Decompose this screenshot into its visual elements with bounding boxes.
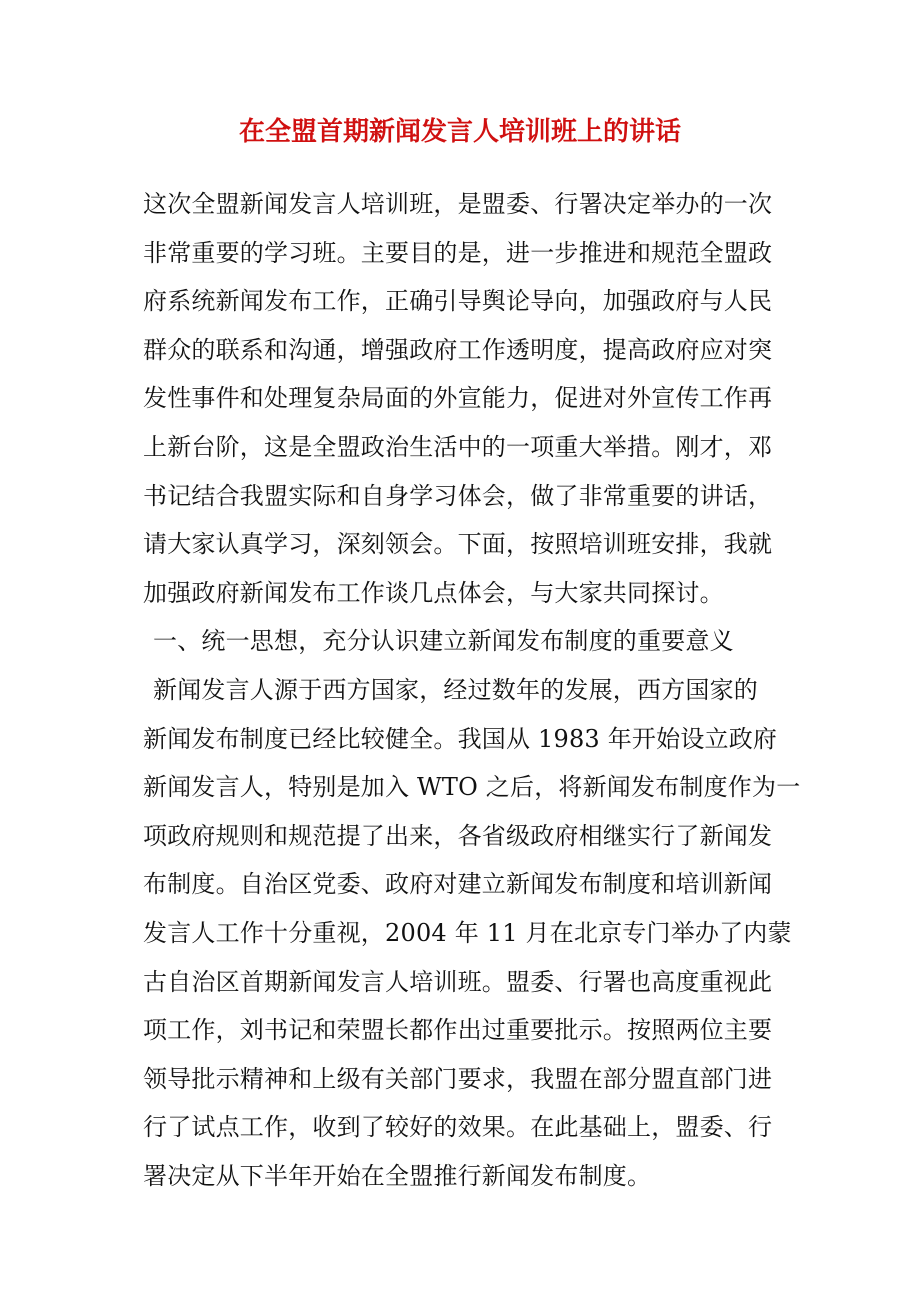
text-line: 加强政府新闻发布工作谈几点体会，与大家共同探讨。 [143,578,724,607]
text-line: 领导批示精神和上级有关部门要求，我盟在部分盟直部门进 [143,1064,773,1093]
document-title: 在全盟首期新闻发言人培训班上的讲话 [238,117,681,147]
text-line: 古自治区首期新闻发言人培训班。盟委、行署也高度重视此 [143,967,773,996]
text-line: 府系统新闻发布工作，正确引导舆论导向，加强政府与人民 [143,287,773,316]
paragraph-body [143,666,801,1201]
text-line: 发性事件和处理复杂局面的外宣能力，促进对外宣传工作再 [143,384,773,413]
text-line: 新闻发言人，特别是加入 WTO 之后，将新闻发布制度作为一 [143,773,801,802]
text-line: 请大家认真学习，深刻领会。下面，按照培训班安排，我就 [143,530,773,559]
text-line: 这次全盟新闻发言人培训班，是盟委、行署决定举办的一次 [143,190,773,218]
text-line: 发言人工作十分重视，2004 年 11 月在北京专门举办了内蒙 [143,918,792,947]
document-body [143,180,801,1200]
text-line: 书记结合我盟实际和自身学习体会，做了非常重要的讲话， [143,481,773,510]
text-line: 项政府规则和规范提了出来，各省级政府相继实行了新闻发 [143,821,773,850]
text-line: 项工作，刘书记和荣盟长都作出过重要批示。按照两位主要 [143,1016,773,1045]
text-line: 新闻发言人源于西方国家，经过数年的发展，西方国家的 [153,675,758,704]
text-line: 新闻发布制度已经比较健全。我国从 1983 年开始设立政府 [143,724,778,753]
paragraph-intro [143,180,793,617]
text-line: 署决定从下半年开始在全盟推行新闻发布制度。 [143,1161,652,1190]
heading-line: 一、统一思想，充分认识建立新闻发布制度的重要意义 [153,627,734,656]
text-line: 行了试点工作，收到了较好的效果。在此基础上，盟委、行 [143,1113,773,1142]
section-heading [143,617,793,666]
text-line: 非常重要的学习班。主要目的是，进一步推进和规范全盟政 [143,238,773,267]
text-line: 上新台阶，这是全盟政治生活中的一项重大举措。刚才，邓 [143,432,773,461]
text-line: 布制度。自治区党委、政府对建立新闻发布制度和培训新闻 [143,870,773,899]
text-line: 群众的联系和沟通，增强政府工作透明度，提高政府应对突 [143,335,773,364]
